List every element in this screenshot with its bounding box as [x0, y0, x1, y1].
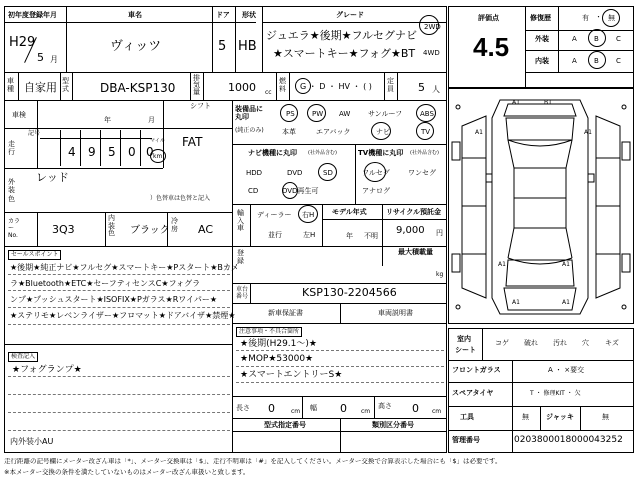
exterior-grade-c: C — [616, 35, 621, 43]
damage-label-2: B1 — [544, 99, 552, 106]
equip-abs: ABS — [420, 110, 434, 118]
mileage-digit-3: 5 — [108, 145, 116, 159]
equip-abs-circle — [416, 104, 436, 122]
front-glass-label: フロントガラス — [452, 366, 501, 374]
digit-label: 記号 — [28, 130, 41, 137]
equipment-title: 装備品に丸印 — [235, 105, 263, 121]
repair-no: 無 — [608, 14, 615, 22]
equip-aw: AW — [339, 110, 351, 118]
body-type-label: 形状 — [242, 11, 256, 19]
height-value: 0 — [412, 402, 419, 415]
score-label: 評価点 — [478, 14, 499, 22]
length-value: 0 — [268, 402, 275, 415]
shift-value: FAT — [182, 135, 203, 149]
model-value: DBA-KSP130 — [100, 81, 176, 95]
nav-sd: SD — [323, 169, 333, 177]
fuel-g-circle — [295, 78, 311, 94]
color-code-label: カラーNo. — [8, 218, 21, 240]
damage-label-1: A1 — [512, 99, 520, 106]
length-unit: cm — [291, 408, 301, 415]
height-unit: cm — [432, 408, 442, 415]
model-label: 型式 — [62, 77, 69, 93]
repair-label: 修復歴 — [530, 14, 551, 22]
mileage-digit-2: 9 — [88, 145, 96, 159]
nav-title: ナビ機種に丸印 — [248, 149, 297, 157]
tv-fullseg: フルセグ — [362, 169, 390, 177]
tv-title: TV機種に丸印 — [358, 149, 404, 157]
km-label: km — [153, 153, 163, 160]
displacement-label: 排気量 — [193, 74, 200, 96]
interior-grade-c: C — [616, 57, 621, 65]
score-value: 4.5 — [473, 32, 510, 62]
displacement-value: 1000 — [228, 81, 256, 94]
nav-dvd-play: DVD再生可 — [282, 187, 319, 195]
model-year-unknown: 不明 — [364, 232, 378, 240]
displacement-unit: cc — [265, 89, 272, 96]
nav-subtitle: (社外品含む) — [308, 150, 337, 156]
car-name-label: 車名 — [128, 11, 142, 19]
sales-line-4: ★ステリモ★レベンライザー★フロマット★ドアバイザ★禁煙★ — [10, 311, 236, 320]
height-label: 高さ — [378, 402, 392, 410]
mgmt-label: 管理番号 — [452, 436, 480, 444]
loading-label: 登録 — [237, 249, 244, 265]
interior-seat-label-1: 室内 — [457, 335, 471, 343]
import-label: 輸入車 — [237, 209, 244, 233]
class-label: 類別区分番号 — [372, 421, 414, 429]
drive-2wd-circle — [419, 15, 439, 35]
chassis-label: 車台番号 — [236, 286, 249, 301]
color-code-value: 3Q3 — [52, 223, 75, 236]
equip-ps: PS — [286, 110, 295, 118]
first-reg-label: 初年度登録年月 — [8, 11, 57, 19]
notes-label: 注意事項・不具合箇所 — [236, 327, 302, 337]
drive-2wd: 2WD — [424, 23, 441, 31]
width-value: 0 — [340, 402, 347, 415]
seat-scratch: キズ — [605, 339, 619, 347]
equip-tv: TV — [421, 128, 431, 136]
damage-label-5: A1 — [498, 261, 506, 268]
inspection-label: 車検 — [12, 111, 26, 119]
doors-value: 5 — [218, 39, 227, 54]
import-right-handle: 右H — [302, 211, 315, 219]
nav-dvd-play-circle — [282, 182, 298, 199]
color-change-note: ）色替車は色替と記入 — [150, 195, 211, 202]
recycle-unit: 円 — [436, 229, 443, 237]
repair-dot: ・ — [595, 13, 602, 21]
import-left-handle: 左H — [303, 231, 316, 239]
tools-value: 無 — [522, 413, 529, 421]
inspector-note: ★フォグランプ★ — [12, 365, 82, 375]
shift-label: シフト — [190, 102, 211, 110]
interior-label: 内装 — [535, 57, 549, 65]
car-damage-diagram — [448, 88, 634, 324]
tv-subtitle: (社外品含む) — [410, 150, 439, 156]
note-3: ★スマートエントリーS★ — [240, 370, 343, 380]
mgmt-value: 0203800018000043252 — [514, 435, 623, 445]
model-year-label: モデル年式 — [332, 208, 367, 216]
exterior-b-circle — [588, 29, 606, 47]
note-2: ★MOP★53000★ — [240, 354, 314, 364]
body-type-value: HB — [238, 39, 257, 54]
equipment-subtitle: (純正のみ) — [235, 127, 264, 134]
seat-hole: 穴 — [582, 339, 589, 347]
jack-label: ジャッキ — [546, 413, 574, 421]
equip-tv-circle — [416, 122, 434, 140]
footer-line-1: 走行距離の記号欄にメーター改ざん車は「*」、メーター交換車は「$」、走行不明車は「#」を記入してください。メーター交換で合算表示した場合にも「$」は必要です。 — [4, 458, 502, 465]
tv-analog: アナログ — [362, 187, 390, 195]
damage-label-7: A1 — [512, 299, 520, 306]
damage-label-3: A1 — [584, 129, 592, 136]
equip-ps-circle — [280, 104, 298, 122]
inspector-label: 検査記入 — [8, 352, 38, 362]
equip-navi-circle — [371, 122, 391, 140]
inspection-year-label: 年 — [104, 116, 111, 124]
car-name-value: ヴィッツ — [110, 39, 162, 54]
reg-year: H29 — [9, 35, 36, 50]
import-parallel: 並行 — [268, 231, 282, 239]
mileage-digit-4: 0 — [128, 145, 136, 159]
nav-cd: CD — [248, 187, 259, 195]
equip-leather: 本革 — [282, 128, 296, 136]
reg-month-unit: 月 — [50, 55, 58, 64]
new-car-warranty: 新車保証書 — [268, 309, 303, 317]
use-value: 自家用 — [24, 81, 57, 94]
mileage-digit-5: 0 — [146, 145, 154, 159]
spare-tire-value: T ・ 修理KIT ・ 欠 — [530, 390, 581, 397]
recycle-value: 9,000 — [396, 225, 425, 236]
width-label: 幅 — [310, 404, 317, 412]
reg-month: 5 — [37, 51, 44, 64]
import-dealer: ディーラー — [257, 211, 292, 219]
equip-airbag: エアバック — [316, 128, 351, 136]
sales-line-3: ンプ★プッシュスタート★ISOFIX★Pガラス★Rワイパー★ — [10, 295, 218, 304]
footer-line-2: ※本メーター交換の条件を満たしていないものはメーター改ざん車扱いと致します。 — [4, 468, 250, 476]
tools-label: 工具 — [460, 413, 474, 421]
exterior-label: 外装 — [535, 35, 549, 43]
inspection-month-label: 月 — [148, 116, 155, 124]
interior-color-value: ブラック — [130, 225, 170, 236]
repair-yes: 有 — [582, 14, 589, 22]
mile-label: マイル — [150, 138, 165, 144]
fuel-label: 燃料 — [279, 77, 286, 93]
capacity-unit: 人 — [432, 85, 440, 94]
tv-oneseg: ワンセグ — [408, 169, 436, 177]
doors-label: ドア — [216, 11, 230, 19]
nav-sd-circle — [318, 163, 337, 181]
equip-pw-circle — [307, 104, 326, 122]
sales-point-label: セールスポイント — [8, 250, 61, 260]
right-handle-circle — [298, 205, 318, 223]
capacity-value: 5 — [418, 81, 425, 94]
damage-label-8: A1 — [562, 299, 570, 306]
exterior-grade-a: A — [572, 35, 577, 43]
equip-sunroof: サンルーフ — [368, 110, 403, 118]
nav-dvd: DVD — [287, 169, 303, 177]
grade-line-1: ジュエラ★後期★フルセグナビ — [266, 29, 418, 42]
drive-4wd: 4WD — [423, 49, 440, 57]
seat-tear: 破れ — [524, 339, 538, 347]
damage-label-6: A1 — [562, 261, 570, 268]
width-unit: cm — [361, 408, 371, 415]
interior-grade-a: A — [572, 57, 577, 65]
ac-value: AC — [198, 223, 214, 236]
note-1: ★後期(H29.1〜)★ — [240, 339, 317, 349]
max-load-label: 最大積載量 — [398, 248, 433, 256]
sales-line-2: ラ★Bluetooth★ETC★セーフティセンスC★フォグラ — [10, 279, 201, 288]
max-load-unit: kg — [436, 271, 444, 278]
interior-grade-b: B — [594, 57, 599, 65]
vehicle-manual: 車両説明書 — [378, 309, 413, 317]
seat-stain: 汚れ — [553, 339, 567, 347]
length-label: 長さ — [236, 404, 250, 412]
equip-navi: ナビ — [376, 128, 390, 136]
interior-note: 内外装小AU — [10, 437, 54, 446]
repair-no-circle — [602, 9, 620, 27]
spare-tire-label: スペアタイヤ — [452, 389, 494, 397]
km-circle — [150, 149, 166, 163]
interior-b-circle — [588, 51, 606, 69]
ac-label: 冷房 — [171, 217, 178, 233]
jack-value: 無 — [602, 413, 609, 421]
use-label: 車種 — [7, 77, 14, 93]
nav-hdd: HDD — [246, 169, 263, 177]
exterior-color-label: 外装色 — [8, 178, 15, 203]
exterior-color-value: レッド — [36, 171, 69, 184]
interior-seat-label-2: シート — [455, 346, 476, 354]
recycle-label: リサイクル預託金 — [386, 208, 442, 216]
front-glass-value: A ・ ×要交 — [548, 366, 585, 374]
grade-label: グレード — [336, 11, 364, 19]
equip-pw: PW — [312, 110, 324, 118]
tv-fullseg-circle — [364, 162, 386, 182]
exterior-grade-b: B — [594, 35, 599, 43]
model-year-unit: 年 — [346, 232, 353, 240]
grade-line-2: ★スマートキー★フォグ★BT — [273, 47, 416, 60]
damage-label-4: A1 — [475, 129, 483, 136]
seat-burn: コゲ — [495, 339, 509, 347]
mileage-digit-1: 4 — [68, 145, 76, 159]
chassis-value: KSP130-2204566 — [302, 286, 397, 299]
sales-line-1: ★後期★純正ナビ★フルセグ★スマートキー★Pスタート★Bカメ — [10, 263, 239, 272]
run-label: 走行 — [8, 140, 15, 157]
model-cert-label: 型式指定番号 — [264, 421, 306, 429]
capacity-label: 定員 — [387, 77, 394, 93]
fuel-options: G ・ D ・ HV ・ ( ) — [300, 82, 372, 91]
interior-color-label: 内装色 — [108, 214, 115, 238]
